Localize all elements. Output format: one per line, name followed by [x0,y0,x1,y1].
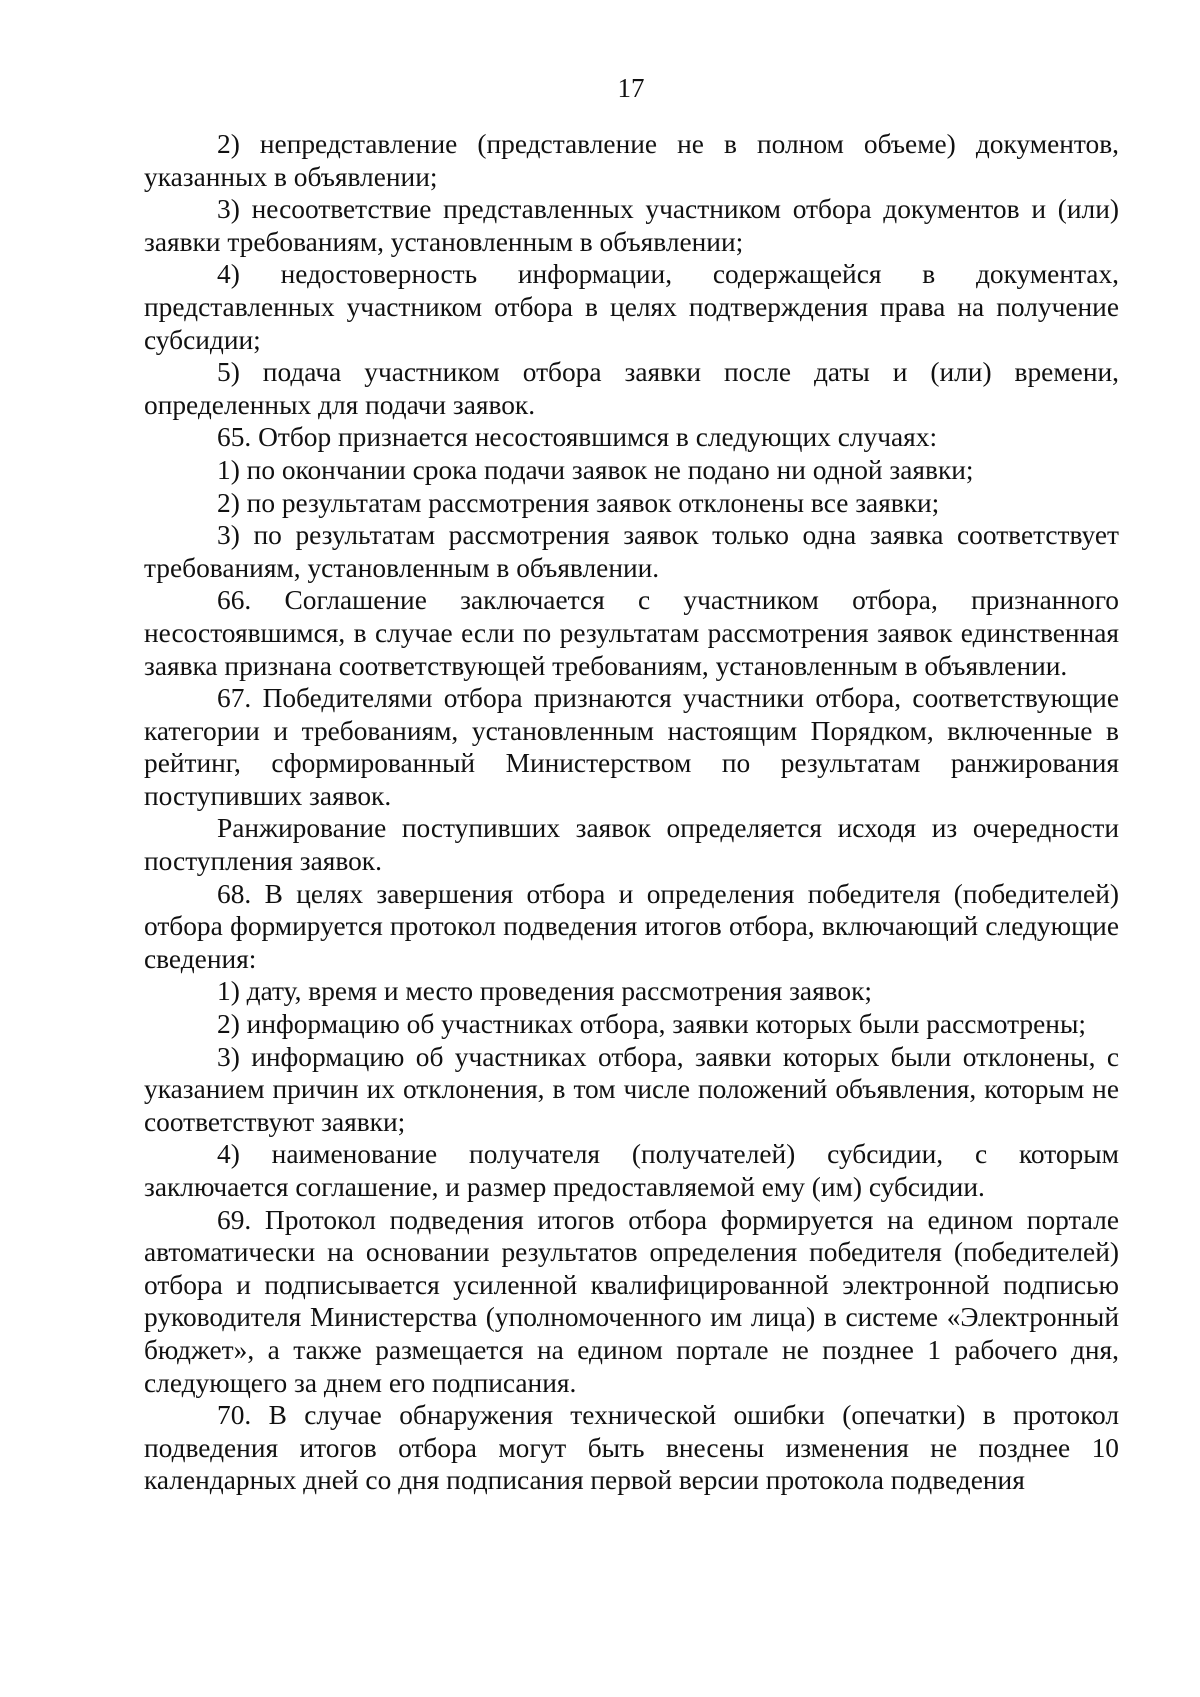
paragraph-68-item-1: 1) дату, время и место проведения рассмотрения заявок; [217,976,873,1007]
paragraph-66: 66. Соглашение заключается с участником отбора, признанного несостоявшимся, в случае если по результатам рассмотрения заявок единственная заявка признана соответствующей требованиям, установленным в объявлении. [144,585,1119,681]
paragraph-item-3: 3) несоответствие представленных участником отбора документов и (или) заявки требованиям, установленным в объявлении; [144,194,1119,257]
document-body [144,128,1119,1497]
paragraph-68-item-2: 2) информацию об участниках отбора, заявки которых были рассмотрены; [217,1009,1086,1040]
paragraph-67-ranking: Ранжирование поступивших заявок определяется исходя из очередности поступления заявок. [144,813,1119,877]
paragraph-65-item-1: 1) по окончании срока подачи заявок не подано ни одной заявки; [217,454,974,485]
paragraph-68-item-3: 3) информацию об участниках отбора, заявки которых были отклонены, с указанием причин их отклонения, в том числе положений объявления, которым не соответствуют заявки; [144,1041,1119,1137]
paragraph-68-item-4: 4) наименование получателя (получателей) субсидии, с которым заключается соглашение, и размер предоставляемой ему (им) субсидии. [144,1139,1119,1202]
paragraph-65-item-3: 3) по результатам рассмотрения заявок только одна заявка соответствует требованиям, установленным в объявлении. [144,520,1119,583]
paragraph-item-4: 4) недостоверность информации, содержащейся в документах, представленных участником отбора в целях подтверждения права на получение субсидии; [144,259,1119,355]
paragraph-item-5: 5) подача участником отбора заявки после даты и (или) времени, определенных для подачи заявок. [144,357,1119,420]
paragraph-65: 65. Отбор признается несостоявшимся в следующих случаях: [217,422,938,453]
paragraph-65-item-2: 2) по результатам рассмотрения заявок отклонены все заявки; [217,487,940,518]
paragraph-69: 69. Протокол подведения итогов отбора формируется на едином портале автоматически на основании результатов определения победителя (победителей) отбора и подписывается усиленной квалифицированной электронной подписью руководителя Министерства (уполномоченного им лица) в системе «Электронный бюджет», а также размещается на едином портале не позднее 1 рабочего дня, следующего за днем его подписания. [144,1204,1119,1398]
paragraph-68: 68. В целях завершения отбора и определения победителя (победителей) отбора формируется протокол подведения итогов отбора, включающий следующие сведения: [144,878,1119,974]
paragraph-67: 67. Победителями отбора признаются участники отбора, соответствующие категории и требованиям, установленным настоящим Порядком, включенные в рейтинг, сформированный Министерством по результатам ранжирования поступивших заявок. [144,683,1119,811]
paragraph-70: 70. В случае обнаружения технической ошибки (опечатки) в протокол подведения итогов отбора могут быть внесены изменения не позднее 10 календарных дней со дня подписания первой версии протокола подведения [144,1400,1119,1496]
page-number: 17 [617,73,645,103]
paragraph-item-2: 2) непредставление (представление не в полном объеме) документов, указанных в объявлении; [144,129,1119,192]
